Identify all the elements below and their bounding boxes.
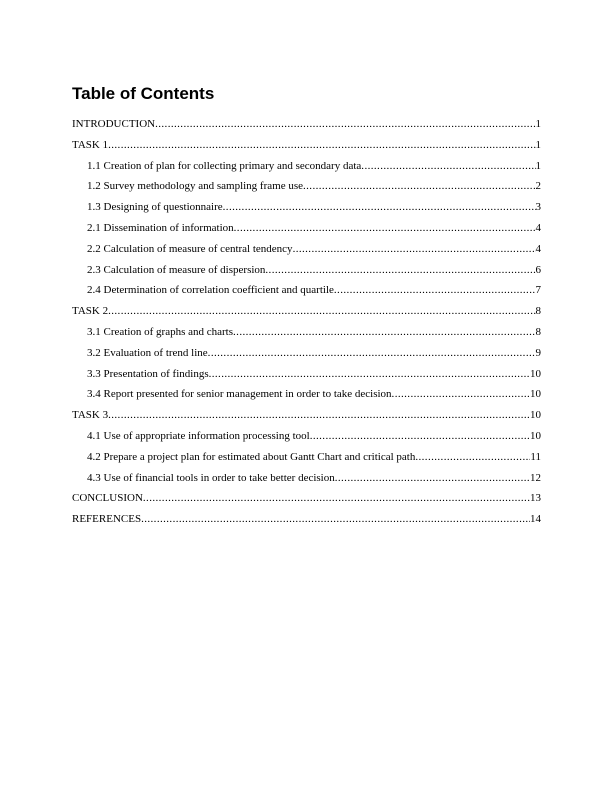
toc-entry-page: 8 [535, 325, 541, 338]
toc-entry-page: 13 [530, 492, 541, 505]
toc-entry-page: 6 [535, 263, 541, 276]
toc-entry-page: 12 [530, 471, 541, 484]
toc-entry-page: 3 [535, 201, 541, 214]
toc-entry-title: 3.2 Evaluation of trend line [87, 346, 208, 359]
toc-dot-leader [335, 471, 530, 485]
toc-entry[interactable] [72, 221, 541, 242]
toc-entry-page: 10 [530, 409, 541, 422]
toc-entry[interactable] [72, 387, 541, 408]
toc-entry-page: 10 [530, 429, 541, 442]
toc-entry-title: 2.1 Dissemination of information [87, 221, 234, 234]
toc-dot-leader [293, 242, 536, 256]
toc-dot-leader [223, 200, 536, 214]
toc-entry-title: 2.2 Calculation of measure of central tendency [87, 242, 293, 255]
toc-dot-leader [141, 512, 530, 526]
toc-entry-page: 4 [535, 221, 541, 234]
toc-entry-page: 14 [530, 513, 541, 526]
toc-dot-leader [143, 491, 530, 505]
toc-entry[interactable] [72, 450, 541, 471]
toc-entry-title: TASK 2 [72, 305, 109, 318]
toc-entry-title: 1.3 Designing of questionnaire [87, 201, 223, 214]
toc-dot-leader [233, 325, 535, 339]
toc-entry-page: 1 [535, 138, 541, 151]
toc-entry[interactable] [72, 159, 541, 180]
toc-dot-leader [361, 159, 535, 173]
toc-entry-title: TASK 3 [72, 409, 109, 422]
toc-entry-title: CONCLUSION [72, 492, 143, 505]
toc-entry-page: 1 [535, 159, 541, 172]
toc-heading: Table of Contents [72, 84, 215, 103]
toc-entry[interactable] [72, 491, 541, 512]
toc-dot-leader [415, 450, 530, 464]
toc-entry[interactable] [72, 200, 541, 221]
toc-entry-title: 2.3 Calculation of measure of dispersion [87, 263, 266, 276]
toc-entry[interactable] [72, 179, 541, 200]
toc-entry-title: 4.1 Use of appropriate information processing tool [87, 429, 310, 442]
toc-entry-title: 3.4 Report presented for senior management in order to take decision [87, 388, 392, 401]
toc-entry-page: 10 [530, 367, 541, 380]
toc-entry[interactable] [72, 512, 541, 533]
toc-entry-title: 2.4 Determination of correlation coefficient and quartile [87, 284, 334, 297]
toc-entry-title: 4.2 Prepare a project plan for estimated about Gantt Chart and critical path [87, 450, 416, 463]
toc-entry[interactable] [72, 304, 541, 325]
toc-entry-page: 7 [535, 284, 541, 297]
toc-entry[interactable] [72, 429, 541, 450]
toc-entry-page: 9 [535, 346, 541, 359]
toc-entry-title: 3.3 Presentation of findings [87, 367, 209, 380]
toc-entry[interactable] [72, 283, 541, 304]
toc-dot-leader [334, 283, 536, 297]
toc-entry-page: 10 [530, 388, 541, 401]
toc-entry-title: INTRODUCTION [72, 118, 156, 130]
toc-dot-leader [108, 138, 535, 152]
toc-entry[interactable] [72, 242, 541, 263]
toc-entry[interactable] [72, 367, 541, 388]
toc-entry-title: 1.1 Creation of plan for collecting primary and secondary data [87, 159, 362, 172]
toc-entry-page: 8 [535, 305, 541, 318]
toc-entry[interactable] [72, 346, 541, 367]
toc-entry-title: REFERENCES [72, 513, 142, 526]
toc-dot-leader [265, 263, 535, 277]
toc-entry-title: TASK 1 [72, 138, 109, 151]
toc-dot-leader [392, 387, 530, 401]
toc-entry-page: 2 [535, 180, 541, 193]
toc-entry-title: 1.2 Survey methodology and sampling frame use [87, 180, 303, 193]
toc-entry-title: 4.3 Use of financial tools in order to take better decision [87, 471, 335, 484]
toc-dot-leader [209, 367, 530, 381]
toc-dot-leader [208, 346, 536, 360]
toc-dot-leader [310, 429, 530, 443]
toc-entry[interactable] [72, 471, 541, 492]
toc-dot-leader [155, 117, 535, 131]
toc-entry-page: 1 [535, 118, 541, 130]
toc-entry[interactable] [72, 325, 541, 346]
toc-entry[interactable] [72, 117, 541, 138]
toc-entry[interactable] [72, 138, 541, 159]
toc-list [72, 117, 541, 533]
toc-dot-leader [303, 179, 536, 193]
toc-dot-leader [108, 408, 530, 422]
toc-entry-page: 11 [530, 450, 541, 463]
toc-dot-leader [108, 304, 535, 318]
toc-entry-page: 4 [535, 242, 541, 255]
toc-entry[interactable] [72, 408, 541, 429]
toc-entry[interactable] [72, 263, 541, 284]
toc-entry-title: 3.1 Creation of graphs and charts [87, 325, 234, 338]
toc-dot-leader [234, 221, 536, 235]
